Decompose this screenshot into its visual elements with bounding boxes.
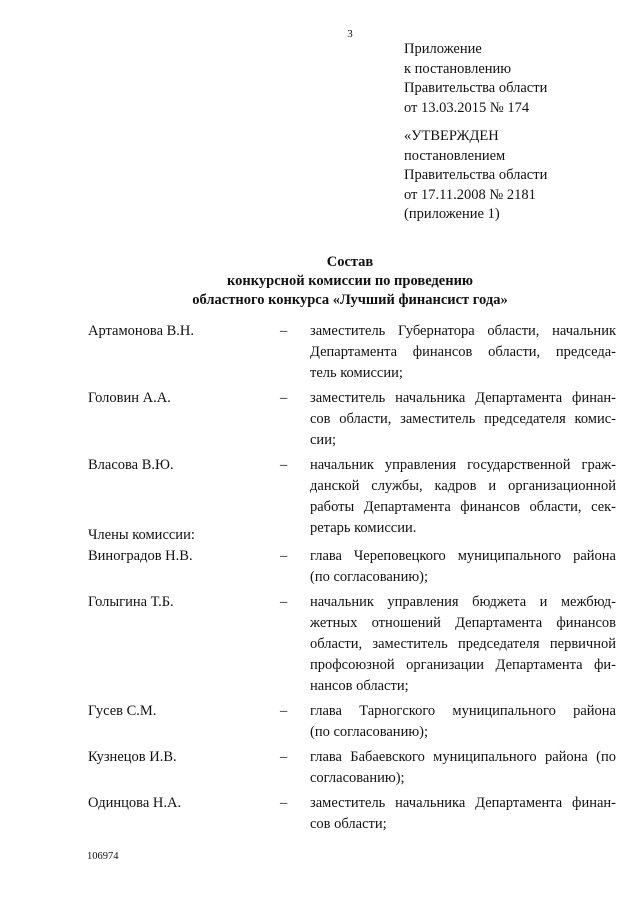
position-line: заместитель Губернатора области, начальник — [310, 323, 616, 339]
position-line: жетных отношений Департамента финансов — [310, 615, 616, 631]
member-name: Кузнецов И.В. — [88, 749, 177, 765]
dash: – — [280, 548, 288, 564]
approved-line: Правительства области — [404, 167, 548, 183]
appendix-line: Правительства области — [404, 80, 548, 96]
position-line: начальник управления бюджета и межбюд- — [310, 594, 616, 610]
dash: – — [280, 749, 288, 765]
position-line: сии; — [310, 432, 336, 448]
dash: – — [280, 703, 288, 719]
page-number: 3 — [347, 28, 353, 40]
dash: – — [280, 594, 288, 610]
position-line: сов области; — [310, 816, 387, 832]
position-line: глава Бабаевского муниципального района (по — [310, 749, 616, 765]
member-row — [88, 701, 618, 743]
member-name: Гусев С.М. — [88, 703, 157, 719]
position-line: согласованию); — [310, 770, 405, 786]
appendix-line: к постановлению — [404, 60, 512, 77]
member-name: Виноградов Н.В. — [88, 548, 193, 564]
member-position — [310, 388, 616, 451]
appendix-block — [404, 40, 634, 118]
member-position — [310, 793, 616, 835]
title-line: Состав — [326, 254, 374, 270]
member-name: Одинцова Н.А. — [88, 795, 182, 811]
position-line: тель комиссии; — [310, 365, 403, 381]
member-row — [88, 321, 618, 384]
position-line: области, заместитель председателя первичной — [310, 636, 616, 652]
member-position — [310, 546, 616, 588]
position-line: заместитель начальника Департамента финан- — [310, 390, 616, 406]
appendix-line: от 13.03.2015 № 174 — [404, 99, 530, 116]
position-line: глава Тарногского муниципального района — [310, 703, 616, 719]
document-code: 106974 — [87, 851, 119, 862]
document-title — [0, 253, 640, 310]
position-line: глава Череповецкого муниципального района — [310, 548, 616, 564]
title-line: конкурсной комиссии по проведению — [227, 273, 473, 289]
member-row — [88, 793, 618, 835]
member-name: Голыгина Т.Б. — [88, 594, 174, 610]
position-line: данской службы, кадров и организационной — [310, 478, 616, 494]
member-position — [310, 592, 616, 697]
approved-line: «УТВЕРЖДЕН — [404, 128, 499, 144]
position-line: (по согласованию); — [310, 724, 429, 740]
position-line: профсоюзной организации Департамента фи- — [310, 657, 616, 673]
approved-line: постановлением — [404, 147, 506, 164]
member-name: Артамонова В.Н. — [88, 323, 195, 339]
title-line: областного конкурса «Лучший финансист года» — [192, 292, 508, 308]
member-row — [88, 546, 618, 588]
member-row — [88, 388, 618, 451]
members-list — [88, 546, 618, 835]
position-line: Департамента финансов области, председа- — [310, 344, 616, 360]
position-line: ретарь комиссии. — [310, 520, 417, 536]
approved-line: (приложение 1) — [404, 206, 500, 222]
approved-block — [404, 127, 634, 225]
member-row — [88, 592, 618, 697]
members-label: Члены комиссии: — [88, 527, 195, 543]
dash: – — [280, 390, 288, 406]
position-line: работы Департамента финансов области, сек- — [310, 499, 616, 515]
member-name: Головин А.А. — [88, 390, 171, 406]
position-line: заместитель начальника Департамента финан- — [310, 795, 616, 811]
position-line: сов области, заместитель председателя комис- — [310, 411, 616, 427]
dash: – — [280, 457, 288, 473]
member-row — [88, 747, 618, 789]
member-name: Власова В.Ю. — [88, 457, 174, 473]
member-position — [310, 321, 616, 384]
appendix-line: Приложение — [404, 41, 482, 57]
position-line: (по согласованию); — [310, 569, 429, 585]
member-position — [310, 747, 616, 789]
position-line: нансов области; — [310, 678, 409, 694]
member-position — [310, 455, 616, 539]
member-position — [310, 701, 616, 743]
leaders-list — [88, 321, 618, 539]
dash: – — [280, 795, 288, 811]
approved-line: от 17.11.2008 № 2181 — [404, 186, 536, 203]
dash: – — [280, 323, 288, 339]
position-line: начальник управления государственной граж- — [310, 457, 616, 473]
